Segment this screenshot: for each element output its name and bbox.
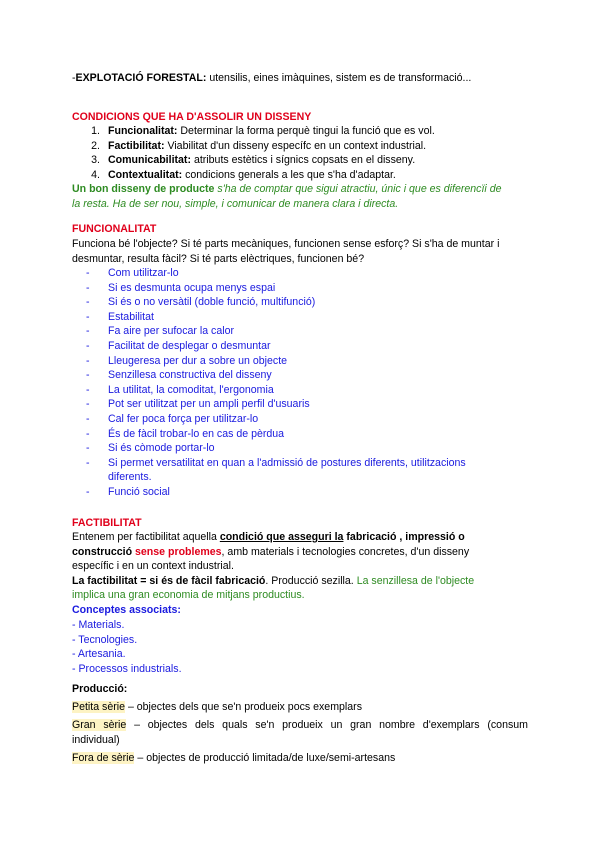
list-item-text: Cal fer poca força per utilitzar-lo (108, 412, 259, 425)
list-item: - Facilitat de desplegar o desmuntar (72, 339, 528, 354)
outside-series-term: Fora de sèrie (72, 752, 135, 764)
outside-series-desc: – objectes de producció limitada/de luxe/semi-artesans (134, 752, 396, 764)
item-number: 4. (91, 168, 100, 181)
item-number: 2. (91, 139, 100, 152)
list-item: - Cal fer poca força per utilitzar-lo (72, 412, 528, 427)
list-item: - Si és còmode portar-lo (72, 441, 528, 456)
concepts-list (72, 618, 528, 676)
large-series-desc-cont: individual) (72, 733, 120, 746)
functionality-intro-line2: desmuntar, resulta fàcil? Si té parts elèctriques, funcionen bé? (72, 252, 365, 265)
list-item-continuation: diferents. (108, 471, 152, 484)
functionality-list (72, 266, 528, 500)
forest-exploitation-text: utensilis, eines imàquines, sistem es de transformació... (206, 72, 472, 84)
conditions-heading: CONDICIONS QUE HA D'ASSOLIR UN DISSENY (72, 111, 312, 123)
list-item: - La utilitat, la comoditat, l'ergonomia (72, 383, 528, 398)
item-term: Contextualitat: (108, 168, 183, 181)
list-item-text: Facilitat de desplegar o desmuntar (108, 339, 271, 352)
fact-text: Entenem per factibilitat aquella (72, 531, 220, 543)
item-number: 1. (91, 125, 100, 137)
list-item: - Artesania. (72, 648, 126, 661)
list-item: - Si és o no versàtil (doble funció, multifunció) (72, 295, 528, 310)
conditions-list (80, 124, 520, 182)
list-item-text: La utilitat, la comoditat, l'ergonomia (108, 383, 274, 396)
fact-green: implica una gran economia de mitjans productius. (72, 589, 305, 602)
fact-text: , amb materials i tecnologies concretes, d'un disseny (221, 545, 470, 558)
list-item-text: Funció social (108, 485, 170, 498)
functionality-intro (72, 237, 528, 266)
list-item-text: Senzillesa constructiva del disseny (108, 369, 272, 382)
forest-exploitation-label: EXPLOTACIÓ FORESTAL: (75, 72, 207, 84)
forest-exploitation-line (72, 71, 528, 86)
list-item-text: Estabilitat (108, 310, 154, 323)
list-item: - Lleugeresa per dur a sobre un objecte (72, 354, 528, 369)
fact-red: sense problemes (132, 545, 222, 558)
list-item-text: Si es desmunta ocupa menys espai (108, 281, 276, 294)
fact-text: específic i en un context industrial. (72, 560, 234, 573)
item-term: Funcionalitat: (108, 125, 178, 137)
list-item-text: Si és o no versàtil (doble funció, multifunció) (108, 296, 316, 309)
list-item: - Senzillesa constructiva del disseny (72, 368, 528, 383)
factibility-paragraph (72, 530, 528, 603)
list-item (80, 153, 520, 168)
list-item: - Si es desmunta ocupa menys espai (72, 281, 528, 296)
item-term: Comunicabilitat: (108, 154, 191, 167)
item-desc: condicions generals a les que s'ha d'adaptar. (182, 168, 396, 181)
list-item-text: Fa aire per sufocar la calor (108, 325, 235, 338)
list-item-text: Si permet versatilitat en quan a l'admissió de postures diferents, utilitzacions (108, 456, 466, 469)
list-item (80, 139, 520, 154)
item-desc: Determinar la forma perquè tingui la funció que es vol. (177, 125, 435, 137)
top-lead: - (72, 72, 76, 84)
item-number: 3. (91, 154, 100, 167)
list-item-text: Com utilitzar-lo (108, 267, 179, 279)
fact-equation: La factibilitat = si és de fàcil fabricació (72, 574, 266, 587)
factibility-heading: FACTIBILITAT (72, 517, 142, 529)
list-item (80, 168, 520, 183)
production-small-series (72, 700, 528, 715)
list-item: - Fa aire per sufocar la calor (72, 324, 528, 339)
fact-bold: construcció (72, 545, 133, 558)
list-item: - Si permet versatilitat en quan a l'admissió de postures diferents, utilitzacions diferents. (72, 456, 528, 485)
list-item: - Processos industrials. (72, 662, 182, 675)
list-item: - Funció social (72, 485, 528, 500)
small-series-term: Petita sèrie (72, 701, 125, 713)
list-item-text: Si és còmode portar-lo (108, 442, 215, 455)
production-large-series (72, 718, 528, 747)
good-design-note (72, 182, 528, 211)
good-design-line1: s'ha de comptar que sigui atractiu, únic i que es diferencïi de (214, 183, 502, 195)
production-outside-series (72, 751, 528, 766)
production-heading: Producció: (72, 683, 128, 695)
list-item-text: Lleugeresa per dur a sobre un objecte (108, 354, 288, 367)
item-term: Factibilitat: (108, 139, 165, 152)
fact-green: La senzillesa de l'objecte (353, 574, 475, 587)
large-series-desc: – objectes dels quals se'n produeix un gran nombre d'exemplars (consum (126, 719, 528, 731)
good-design-lead: Un bon disseny de producte (72, 183, 215, 195)
item-desc: atributs estètics i sígnics copsats en el disseny. (191, 154, 416, 167)
item-desc: Viabilitat d'un disseny específc en un context industrial. (164, 139, 427, 152)
list-item: - Estabilitat (72, 310, 528, 325)
fact-bold: fabricació , impressió o (343, 531, 465, 543)
functionality-heading: FUNCIONALITAT (72, 223, 157, 235)
list-item: - Materials. (72, 619, 125, 631)
small-series-desc: – objectes dels que se'n produeix pocs exemplars (125, 701, 362, 713)
good-design-line2: la resta. Ha de ser nou, simple, i comunicar de manera clara i directa. (72, 197, 399, 210)
list-item: - Pot ser utilitzat per un ampli perfil d'usuaris (72, 397, 528, 412)
list-item (80, 124, 520, 139)
list-item-text: És de fàcil trobar-lo en cas de pèrdua (108, 427, 285, 440)
functionality-intro-line1: Funciona bé l'objecte? Si té parts mecàniques, funcionen sense esforç? Si s'ha de muntar i (72, 238, 500, 250)
large-series-term: Gran sèrie (72, 719, 127, 731)
list-item-text: Pot ser utilitzat per un ampli perfil d'usuaris (108, 398, 310, 411)
list-item: - Com utilitzar-lo (72, 266, 528, 281)
list-item: - És de fàcil trobar-lo en cas de pèrdua (72, 427, 528, 442)
fact-text: . Producció sezilla. (265, 574, 354, 587)
fact-underlined: condició que asseguri la (219, 531, 344, 543)
concepts-heading: Conceptes associats: (72, 604, 181, 616)
list-item: - Tecnologies. (72, 633, 138, 646)
